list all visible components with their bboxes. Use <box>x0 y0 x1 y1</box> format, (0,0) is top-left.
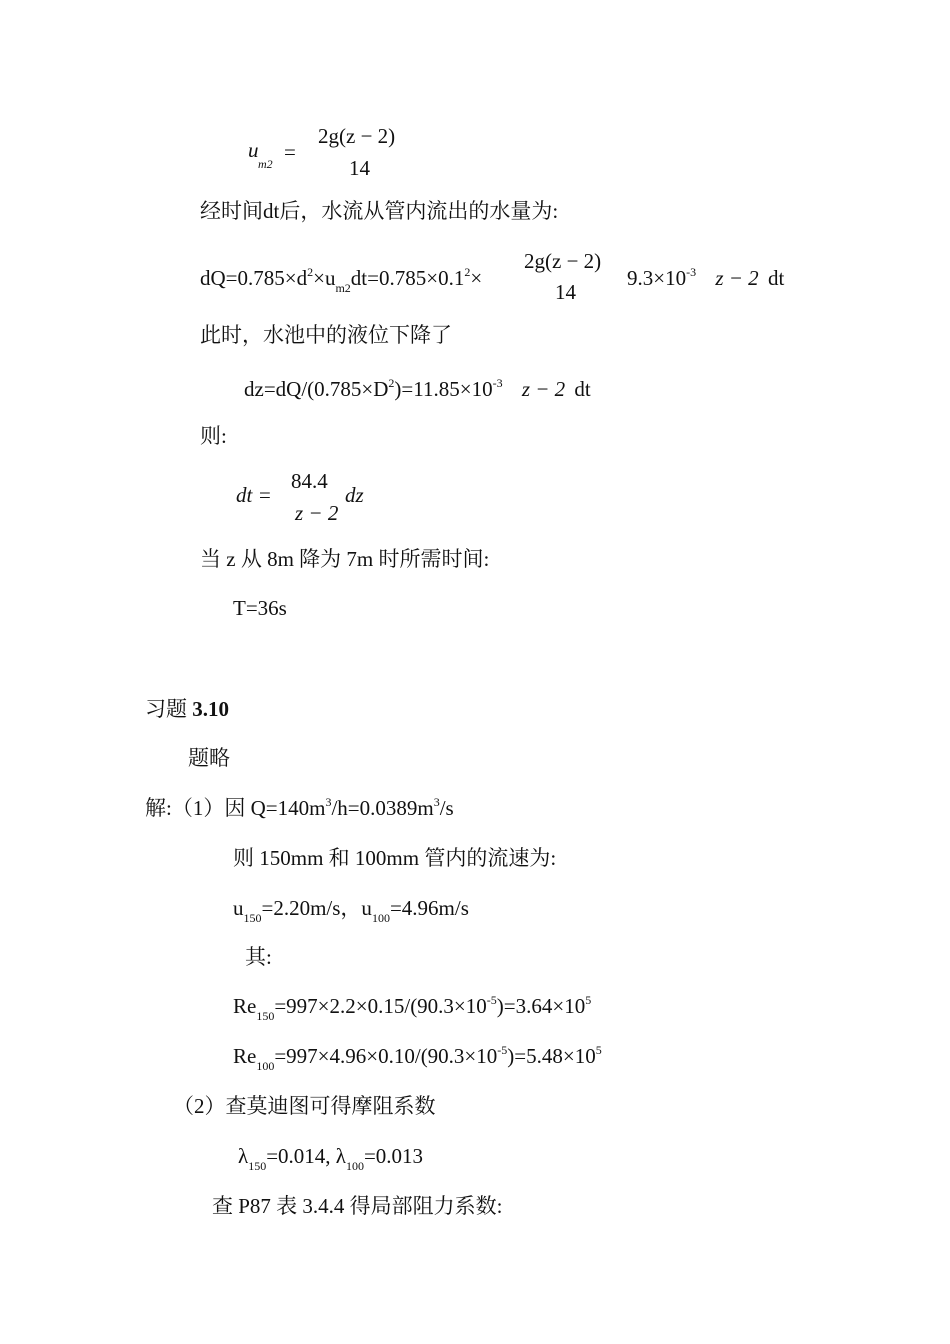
result-T: T=36s <box>233 596 287 620</box>
eq1-lhs: u <box>248 138 259 162</box>
section-heading: 习题 3.10 <box>145 697 229 721</box>
reynolds-150: $Re_{150}=997\times 2.2\times 0.15/(90.3\times 10^{-5})=3.64\times 10^5$ <box>233 993 592 1023</box>
eq1-equals: = <box>284 140 296 164</box>
eq2-numerator: 2g(z − 2) <box>524 249 602 273</box>
eq2-tail: $9.3\times 10^{-3}$ z − 2 dt <box>627 265 785 290</box>
text-time-needed: 当 z 从 8m 降为 7m 时所需时间: <box>200 547 490 571</box>
eq4-denominator: z − 2 <box>295 501 339 525</box>
eq3-dz: $dz=dQ/(0.785\times D^2)=11.85\times 10^{-3}$ z − 2 dt <box>244 376 591 401</box>
text-its: 其: <box>245 945 272 969</box>
text-outflow-intro: 经时间dt后，水流从管内流出的水量为: <box>200 199 559 223</box>
text-problem-omitted: 题略 <box>188 746 230 770</box>
text-velocity-intro: 则 150mm 和 100mm 管内的流速为: <box>233 846 557 870</box>
eq1-denominator: 14 <box>349 156 370 180</box>
friction-coefficients: $\lambda_{150}=0.014$, $\lambda_{100}=0.013$ <box>238 1144 424 1173</box>
eq4-lhs: dt = <box>236 483 272 507</box>
eq4-rhs: dz <box>345 483 364 507</box>
eq2-dQ: $dQ=0.785\times d^2\times u_{m2}dt=0.785\times 0.1^2\times$ <box>200 265 483 295</box>
velocity-values: $u_{150}=2.20m/s$，$u_{100}=4.96m/s$ <box>233 896 469 925</box>
eq1-lhs-subscript: m2 <box>258 157 273 171</box>
eq4-numerator: 84.4 <box>291 469 328 493</box>
solution-step1: 解:（1）因 $Q=140m^3/h=0.0389m^3/s$ <box>145 795 454 820</box>
text-level-drop: 此时，水池中的液位下降了 <box>200 323 452 347</box>
text-local-resistance: 查 P87 表 3.4.4 得局部阻力系数: <box>212 1194 503 1218</box>
eq2-denominator: 14 <box>555 280 576 304</box>
text-moody-chart: （2）查莫迪图可得摩阻系数 <box>173 1094 436 1118</box>
eq1-numerator: 2g(z − 2) <box>318 124 396 148</box>
text-then: 则: <box>200 424 227 448</box>
reynolds-100: $Re_{100}=997\times 4.96\times 0.10/(90.3\times 10^{-5})=5.48\times 10^5$ <box>233 1043 602 1073</box>
